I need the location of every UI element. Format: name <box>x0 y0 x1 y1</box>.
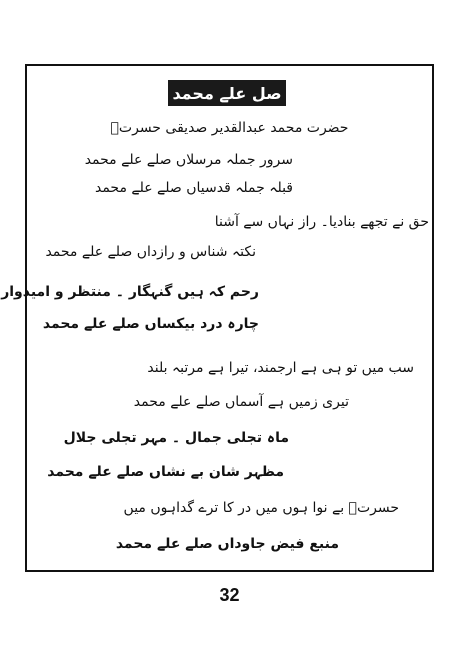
verse-line-4: نکتہ شناس و رازداں صلے علے محمد <box>45 244 256 260</box>
verse-line-7: سب میں تو ہی ہے ارجمند، تیرا ہے مرتبہ بلند <box>147 360 414 376</box>
verse-line-11: حسرتؔ بے نوا ہوں میں در کا ترے گداہوں میں <box>123 500 399 516</box>
author-line: حضرت محمد عبدالقدیر صدیقی حسرتؔ <box>110 120 349 136</box>
page-title: صل علے محمد <box>168 80 286 106</box>
verse-line-12: منبع فیض جاوداں صلے علے محمد <box>115 536 339 552</box>
verse-line-6: چارہ درد بیکساں صلے علے محمد <box>42 316 259 332</box>
verse-line-10: مظہر شان بے نشاں صلے علے محمد <box>47 464 284 480</box>
verse-line-2: قبلہ جملہ قدسیاں صلے علے محمد <box>94 180 293 196</box>
page-number: 32 <box>219 585 240 605</box>
verse-line-3: حق نے تجھے بنادیا۔ راز نہاں سے آشنا <box>214 214 429 230</box>
verse-line-9: ماہ تجلی جمال ۔ مہر تجلی جلال <box>63 430 289 446</box>
verse-line-1: سرور جملہ مرسلاں صلے علے محمد <box>84 152 293 168</box>
verse-line-8: تیری زمیں ہے آسماں صلے علے محمد <box>133 394 349 410</box>
verse-line-5: رحم کہ ہیں گنہگار ۔ منتظر و امیدوار <box>1 284 259 300</box>
